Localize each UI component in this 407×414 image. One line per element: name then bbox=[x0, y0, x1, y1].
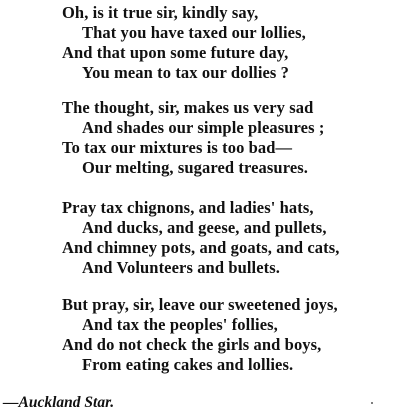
poem-line: And tax the peoples' follies, bbox=[82, 315, 278, 334]
poem-line: Oh, is it true sir, kindly say, bbox=[62, 3, 259, 22]
poem-line: The thought, sir, makes us very sad bbox=[62, 98, 314, 117]
poem-line: And shades our simple pleasures ; bbox=[82, 118, 325, 137]
poem-line: And Volunteers and bullets. bbox=[82, 258, 281, 277]
print-speck bbox=[371, 402, 373, 404]
poem-line: To tax our mixtures is too bad— bbox=[62, 138, 293, 157]
poem-line: Pray tax chignons, and ladies' hats, bbox=[62, 198, 314, 217]
poem-line: But pray, sir, leave our sweetened joys, bbox=[62, 295, 338, 314]
poem-line: And do not check the girls and boys, bbox=[62, 335, 322, 354]
poem-line: You mean to tax our dollies ? bbox=[82, 63, 290, 82]
poem-line: That you have taxed our lollies, bbox=[82, 23, 306, 42]
poem-line: Our melting, sugared treasures. bbox=[82, 158, 309, 177]
attribution: —Auckland Star. bbox=[3, 394, 115, 411]
poem-line: And chimney pots, and goats, and cats, bbox=[62, 238, 340, 257]
poem-line: And that upon some future day, bbox=[62, 43, 289, 62]
poem-line: From eating cakes and lollies. bbox=[82, 355, 294, 374]
poem-line: And ducks, and geese, and pullets, bbox=[82, 218, 327, 237]
